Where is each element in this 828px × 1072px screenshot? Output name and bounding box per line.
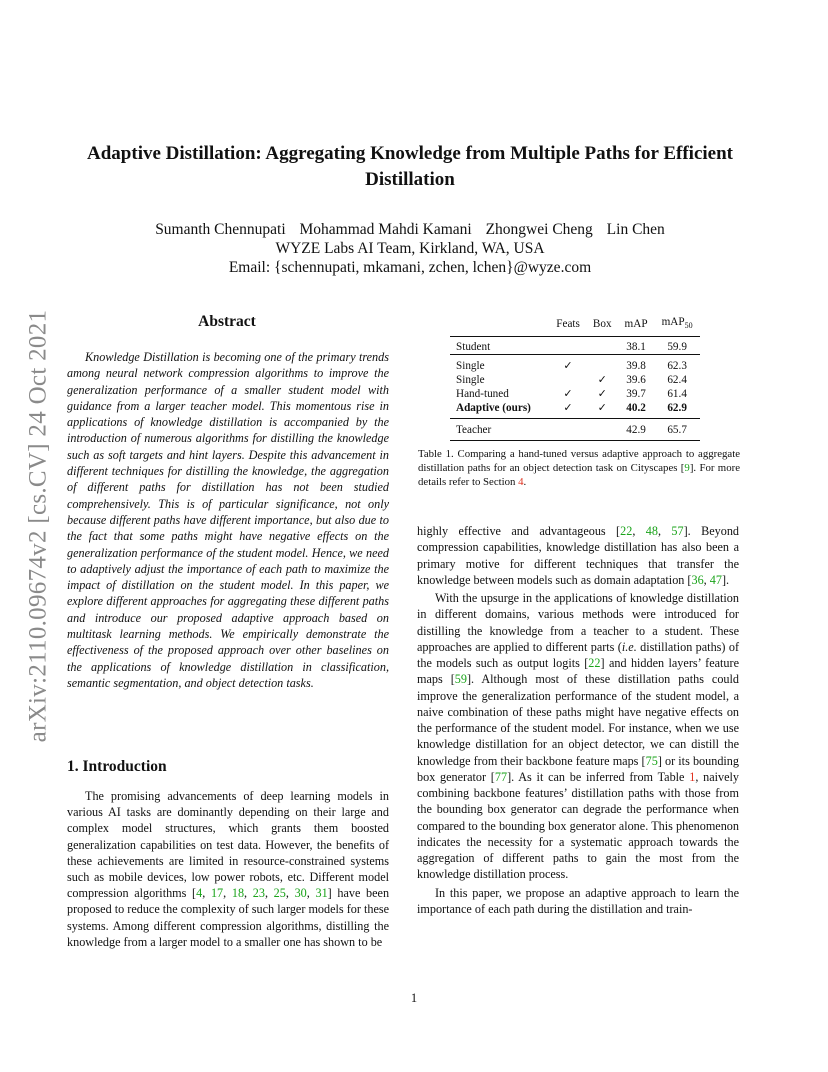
author-names — [60, 220, 760, 239]
table-cell-box: ✓ — [597, 374, 607, 387]
text-run: ] have been proposed to reduce the complexity of such larger models for these systems. Among different compression algorithms, distilling the knowledge from a larger model to a smaller one has shown to be — [67, 886, 390, 949]
table-row-label: Adaptive (ours) — [456, 402, 531, 415]
table-row-label: Single — [450, 355, 550, 374]
table-header-map: mAP — [624, 318, 648, 331]
text-run: ]. Beyond compression capabilities, knowledge distillation has also been a primary motive for different techniques that transfer the knowledge between models such as domain adaptation [ — [417, 524, 740, 587]
text-run: highly effective and advantageous [ — [417, 524, 621, 538]
table-cell-box: ✓ — [597, 388, 607, 401]
text-run: Table 1. Comparing a hand-tuned versus adaptive approach to aggregate distillation paths for an object detection task on Cityscapes [ — [418, 448, 740, 474]
author-affiliation: WYZE Labs AI Team, Kirkland, WA, USA — [275, 240, 545, 257]
table-header-cell — [450, 315, 550, 337]
table-cell-box — [587, 355, 618, 374]
text-run: ]. — [721, 572, 730, 587]
table-cell-map50: 62.4 — [667, 374, 687, 387]
introduction-paragraph-1: The promising advancements of deep learning models in various AI tasks are dominantly depending on their large and complex model structures, which grants them boosted generalization capabilities on test data. However, the benefits of these achievements are limited in resource-constrained systems such as mobile devices, low power robots, etc. Different model compression algorithms [4, 17, 18, 23, 25, 30, 31] have been proposed to reduce the complexity of such larger models for these systems. Among different compression algorithms, distilling the knowledge from a larger model to a smaller one has shown to be — [67, 789, 390, 949]
results-table-grid — [450, 315, 700, 441]
citation-link[interactable]: 59 — [454, 672, 467, 687]
table-cell-map50: 61.4 — [667, 388, 687, 401]
table-link[interactable]: 1 — [689, 769, 696, 784]
citation-link[interactable]: 75 — [645, 753, 658, 768]
right-column-text — [417, 523, 739, 919]
table-cell-feats — [550, 373, 587, 387]
table-row — [450, 373, 700, 387]
table-row — [450, 337, 700, 355]
table-cell-map: 38.1 — [618, 337, 654, 355]
table-cell-box — [587, 337, 618, 355]
table-header-map50-sub: 50 — [684, 321, 693, 331]
table-header-row — [450, 315, 700, 337]
table-cell-map: 40.2 — [626, 402, 646, 415]
citation-link[interactable]: 17 — [210, 886, 224, 901]
author-name: Sumanth Chennupati — [155, 221, 286, 238]
citation-link[interactable]: 47 — [709, 572, 722, 587]
table-cell-map50: 62.3 — [654, 355, 700, 374]
text-run: ]. For more details refer to Section — [418, 462, 740, 488]
page-number: 1 — [410, 991, 418, 1005]
table-row-label: Teacher — [450, 419, 550, 441]
table-cell-feats: ✓ — [563, 388, 573, 401]
table-caption — [418, 447, 740, 489]
text-run: . — [523, 476, 527, 488]
table-row-highlight — [450, 401, 700, 419]
table-row — [450, 355, 700, 374]
citation-link[interactable]: 57 — [671, 524, 684, 538]
text-run: In this paper, we propose an adaptive approach to learn the importance of each path during the distillation and train- — [417, 885, 739, 916]
table-cell-map: 39.7 — [626, 388, 646, 401]
table-header-map50 — [654, 315, 700, 337]
author-name: Lin Chen — [606, 221, 665, 238]
citation-link[interactable]: 9 — [684, 462, 690, 474]
table-cell-feats — [550, 337, 587, 355]
table-cell-feats: ✓ — [550, 355, 587, 374]
citation-link[interactable]: 48 — [645, 524, 658, 538]
citation-link[interactable]: 77 — [494, 769, 508, 784]
body-paragraph — [417, 885, 739, 918]
citation-link[interactable]: 22 — [620, 524, 633, 538]
paper-title-line-2: Distillation — [365, 169, 455, 190]
table-cell-map50: 65.7 — [654, 419, 700, 441]
table-header-feats: Feats — [556, 318, 580, 331]
citation-link[interactable]: 22 — [588, 656, 601, 670]
citation-link[interactable]: 23 — [252, 886, 265, 901]
table-header-box: Box — [592, 318, 612, 331]
text-run: The promising advancements of deep learning models in various AI tasks are dominantly depending on their large and complex model structures, which grants them boosted generalization capabilities on test data. However, the benefits of these achievements are limited in resource-constrained systems such as mobile devices, low power robots, etc. Different model compression algorithms [ — [67, 789, 389, 901]
arxiv-stamp — [23, 292, 53, 760]
table-cell-map: 39.6 — [626, 374, 646, 387]
citation-link[interactable]: 30 — [294, 886, 307, 901]
citation-link[interactable]: 18 — [231, 886, 245, 901]
text-run: ]. As it can be inferred from Table — [507, 769, 690, 784]
table-cell-feats — [550, 419, 587, 441]
table-cell-map50: 59.9 — [654, 337, 700, 355]
author-name: Mohammad Mahdi Kamani — [299, 221, 472, 238]
table-cell-map: 39.8 — [618, 355, 654, 374]
text-run: distillation paths) of the models such as output logits [ — [417, 639, 740, 670]
citation-link[interactable]: 31 — [315, 886, 328, 901]
author-email: Email: {schennupati, mkamani, zchen, lchen}@wyze.com — [228, 259, 592, 276]
table-header-map50-base: mAP — [661, 316, 685, 328]
arxiv-stamp-text: arXiv:2110.09674v2 [cs.CV] 24 Oct 2021 — [24, 309, 52, 743]
text-run: ] or its bounding box generator [ — [417, 753, 739, 784]
text-run: With the upsurge in the applications of knowledge distillation in different domains, various methods were introduced for distilling the knowledge from a teacher to a student. These approaches are applied to different parts ( — [417, 591, 739, 654]
text-run-italic: i.e. — [621, 639, 637, 654]
citation-link[interactable]: 4 — [196, 886, 203, 901]
table-cell-map50: 62.9 — [667, 402, 687, 415]
table-row-label: Single — [456, 374, 485, 387]
results-table — [450, 315, 700, 441]
section-link[interactable]: 4 — [518, 476, 524, 488]
citation-link[interactable]: 25 — [273, 886, 286, 901]
abstract-text: Knowledge Distillation is becoming one of the primary trends among neural network compression algorithms to improve the generalization performance of a smaller student model with guidance from a larger teacher model. This momentous rise in applications of knowledge distillation is accompanied by the introduction of numerous algorithms for distilling the knowledge such as soft targets and hint layers. Despite this advancement in different techniques for distilling the knowledge, the aggregation of different paths for distillation has not been studied comprehensively. This is of particular significance, not only because different paths have different importance, but also due to the fact that some paths might have negative effects on the generalization performance of the student model. Hence, we need to adaptively adjust the importance of each path to maximize the impact of distillation on the student model. In this paper, we explore different approaches for aggregating these different paths and introduce our proposed adaptive approach based on multitask learning methods. We empirically demonstrate the effectiveness of the proposed approach over other baselines on the applications of knowledge distillation in classification, semantic segmentation, and object detection tasks. — [67, 350, 389, 690]
table-row — [450, 419, 700, 441]
table-row-label: Hand-tuned — [456, 388, 509, 401]
body-paragraph: highly effective and advantageous [22, 48, 57]. Beyond compression capabilities, knowledge distillation has also been a primary motive for different techniques that transfer the knowledge between models such as domain adaptation [36, 47]. — [417, 524, 740, 587]
table-cell-box — [587, 419, 618, 441]
author-block — [60, 220, 760, 277]
author-name: Zhongwei Cheng — [485, 221, 593, 238]
table-cell-feats: ✓ — [563, 402, 573, 415]
paper-title-line-1: Adaptive Distillation: Aggregating Knowledge from Multiple Paths for Efficient — [87, 143, 733, 164]
paper-title — [60, 141, 760, 193]
abstract-heading: Abstract — [198, 313, 256, 330]
table-cell-map: 42.9 — [618, 419, 654, 441]
text-run: , naively combining backbone features’ distillation paths with those from the bounding box generator can degrade the performance when compared to the bounding box generator alone. This phenomenon indicates the necessity for a systematic approach towards the aggregation of different paths to gain the most from the knowledge distillation process. — [417, 769, 739, 882]
text-run: ]. Although most of these distillation paths could improve the generalization performance of the student model, a naive combination of these paths might have negative effects on the performance of the student model. For instance, when we use knowledge distillation for an object detector, we can distill the knowledge from their backbone feature maps [ — [417, 672, 739, 768]
table-row — [450, 387, 700, 401]
text-run: ] and hidden layers’ feature maps [ — [417, 656, 739, 687]
table-cell-box: ✓ — [597, 402, 607, 415]
citation-link[interactable]: 36 — [691, 572, 704, 587]
table-row-label: Student — [450, 337, 550, 355]
introduction-heading: 1. Introduction — [67, 758, 167, 775]
body-paragraph — [417, 590, 739, 883]
